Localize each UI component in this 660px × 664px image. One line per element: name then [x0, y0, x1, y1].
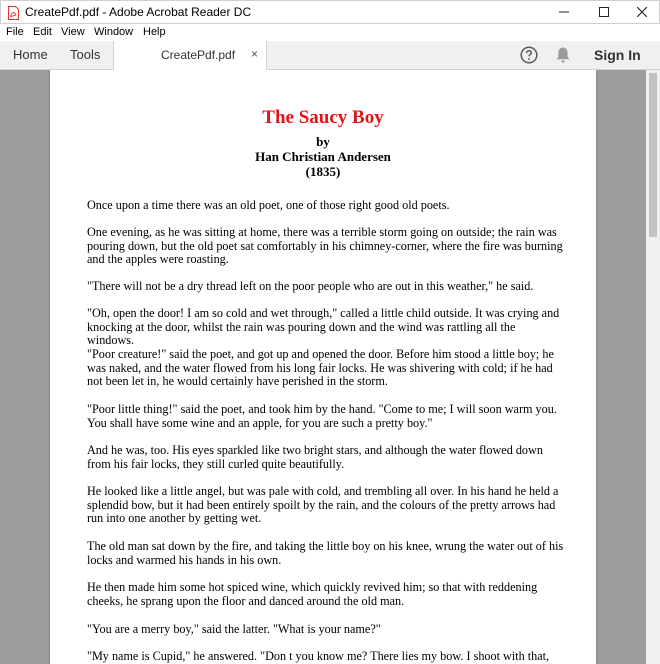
paragraph: "You are a merry boy," said the latter. "What is your name?": [87, 622, 381, 636]
scrollbar-thumb[interactable]: [649, 73, 657, 237]
paragraph: One evening, as he was sitting at home, there was a terrible storm going on outside; the rain was pouring down, but the old poet sat comfortably in his chimney-corner, where the fire was burning and the apples were roasting.: [87, 225, 563, 267]
help-icon[interactable]: [520, 46, 538, 64]
publication-year: (1835): [305, 164, 341, 179]
byline-by: by: [316, 134, 330, 149]
sign-in-button[interactable]: Sign In: [594, 47, 641, 63]
vertical-scrollbar[interactable]: [646, 70, 660, 664]
tab-tools[interactable]: Tools: [70, 47, 101, 62]
tab-home[interactable]: Home: [13, 47, 48, 62]
paragraph: "Poor little thing!" said the poet, and took him by the hand. "Come to me; I will soon warm you. You shall have some wine and an apple, for you are such a pretty boy.": [87, 402, 557, 430]
menu-bar: [0, 24, 660, 41]
title-bar: [0, 0, 660, 24]
minimize-button[interactable]: [547, 1, 581, 23]
menu-file[interactable]: File: [6, 26, 24, 38]
paragraph: "My name is Cupid," he answered. "Don t you know me? There lies my bow. I shoot with that,: [87, 649, 550, 663]
tab-bar: [0, 41, 660, 70]
pdf-page: [50, 70, 596, 664]
menu-help[interactable]: Help: [143, 26, 166, 38]
paragraph: And he was, too. His eyes sparkled like two bright stars, and although the water flowed down from his fair locks, they still curled quite beautifully.: [87, 443, 543, 471]
paragraph: The old man sat down by the fire, and taking the little boy on his knee, wrung the water out of his locks and warmed his hands in his own.: [87, 539, 564, 567]
menu-edit[interactable]: Edit: [33, 26, 52, 38]
paragraph: He then made him some hot spiced wine, which quickly revived him; so that with reddening cheeks, he sprang upon the floor and danced around the old man.: [87, 580, 538, 608]
maximize-icon: [599, 7, 609, 17]
paragraph: "Oh, open the door! I am so cold and wet through," called a little child outside. It was crying and knocking at the door, whilst the rain was pouring down and the wind was rattling all the windows.: [87, 306, 560, 348]
tab-document[interactable]: [113, 41, 267, 70]
close-window-button[interactable]: [625, 1, 659, 23]
paragraph: "Poor creature!" said the poet, and got up and opened the door. Before him stood a little boy; he was naked, and the water flowed from his long fair locks. He was shivering with cold; if he had not been let in, he would certainly have perished in the storm.: [87, 347, 554, 389]
paragraph: Once upon a time there was an old poet, one of those right good old poets.: [87, 198, 450, 212]
author-name: Han Christian Andersen: [255, 149, 391, 164]
document-tab-label: CreatePdf.pdf: [161, 48, 236, 62]
document-viewport[interactable]: [0, 70, 660, 664]
maximize-button[interactable]: [587, 1, 621, 23]
minimize-icon: [559, 7, 569, 17]
window-title: CreatePdf.pdf - Adobe Acrobat Reader DC: [25, 5, 252, 19]
menu-window[interactable]: Window: [94, 26, 134, 38]
close-tab-button[interactable]: ×: [251, 47, 259, 61]
bell-icon[interactable]: [555, 46, 571, 64]
pdf-icon: [8, 6, 19, 20]
paragraph: "There will not be a dry thread left on the poor people who are out in this weather," he said.: [87, 279, 534, 293]
paragraph: He looked like a little angel, but was pale with cold, and trembling all over. In his hand he held a splendid bow, but it had been entirely spoilt by the rain, and the colours of the pretty arrows had run into one another by getting wet.: [87, 484, 559, 526]
menu-view[interactable]: View: [61, 26, 85, 38]
close-icon: [637, 7, 647, 17]
document-title: The Saucy Boy: [262, 107, 384, 128]
